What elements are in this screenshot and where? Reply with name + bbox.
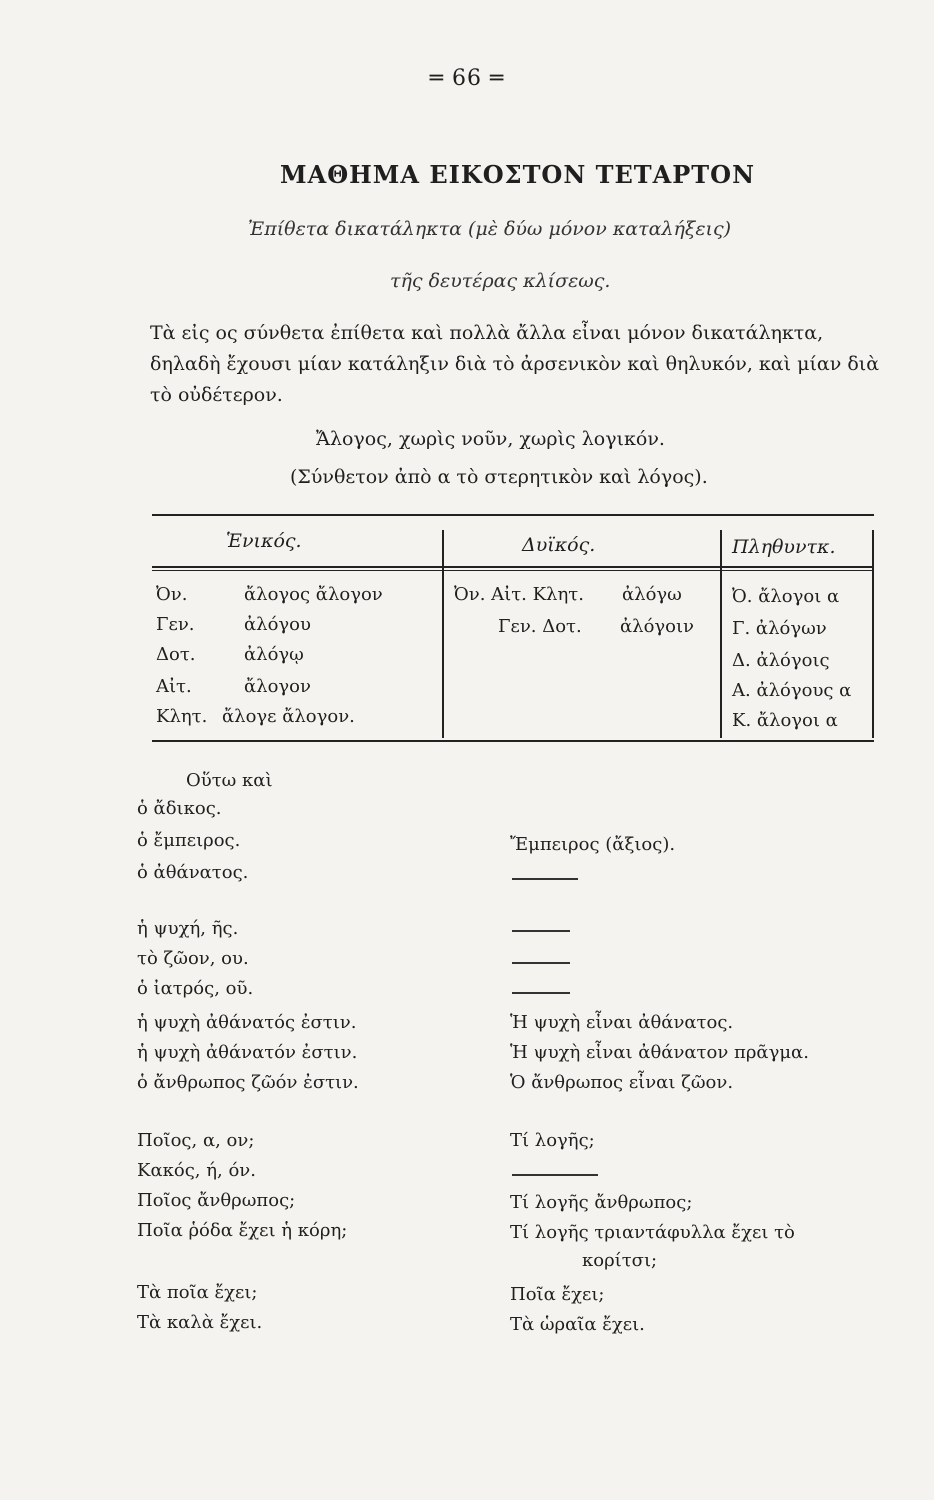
blank-rule [512, 962, 570, 964]
left-item: Ποῖος, α, ον; [137, 1130, 255, 1151]
pl-row: Κ. ἄλογοι α [732, 710, 838, 731]
blank-rule [512, 930, 570, 932]
right-item: Ποῖα ἔχει; [510, 1284, 605, 1305]
subtitle-line-1: Ἐπίθετα δικατάληκτα (μὲ δύω μόνον καταλήξεις) [248, 218, 732, 240]
du-case: Γεν. Δοτ. [498, 616, 582, 637]
sg-case: Δοτ. [156, 644, 196, 665]
right-item: Ὁ ἄνθρωπος εἶναι ζῶον. [510, 1072, 734, 1093]
right-item: Τί λογῆς τριαντάφυλλα ἔχει τὸ [510, 1222, 795, 1243]
left-item: ὁ ἄδικος. [137, 798, 222, 819]
du-forms: ἀλόγω [622, 584, 682, 605]
sg-forms: ἀλόγῳ [244, 644, 304, 665]
sg-forms: ἀλόγου [244, 614, 311, 635]
table-top-rule [152, 514, 874, 516]
left-item: ἡ ψυχὴ ἀθάνατός ἐστιν. [137, 1012, 357, 1033]
subtitle-line-2: τῆς δευτέρας κλίσεως. [390, 270, 611, 292]
blank-rule [512, 1174, 598, 1176]
right-item: Τί λογῆς ἄνθρωπος; [510, 1192, 693, 1213]
sg-case: Κλητ. [156, 706, 208, 727]
left-item: Ποῖος ἄνθρωπος; [137, 1190, 296, 1211]
header-singular: Ἑνικός. [226, 530, 302, 552]
table-bottom-rule [152, 740, 874, 742]
so-also-label: Οὕτω καὶ [186, 770, 273, 791]
blank-rule [512, 878, 578, 880]
table-header-rule-2 [152, 570, 874, 571]
lesson-title: ΜΑΘΗΜΑ ΕΙΚΟΣΤΟΝ ΤΕΤΑΡΤΟΝ [280, 160, 756, 189]
sg-case: Γεν. [156, 614, 195, 635]
sg-forms: ἄλογος ἄλογον [244, 584, 383, 605]
blank-rule [512, 992, 570, 994]
left-item: ἡ ψυχή, ῆς. [137, 918, 239, 939]
du-case: Ὀν. Αἰτ. Κλητ. [454, 584, 584, 605]
right-item: Ἡ ψυχὴ εἶναι ἀθάνατος. [510, 1012, 734, 1033]
pl-row: Ὀ. ἄλογοι α [732, 586, 840, 607]
left-item: ἡ ψυχὴ ἀθάνατόν ἐστιν. [137, 1042, 358, 1063]
right-item: Ἡ ψυχὴ εἶναι ἀθάνατον πρᾶγμα. [510, 1042, 809, 1063]
declension-table [152, 514, 874, 742]
page-number: ═ 66 ═ [429, 66, 505, 91]
pl-row: Α. ἀλόγους α [732, 680, 852, 701]
left-item: ὁ ἀθάνατος. [137, 862, 249, 883]
table-header-rule [152, 566, 874, 568]
right-item: Ἔμπειρος (ἄξιος). [510, 834, 676, 855]
sg-case: Αἰτ. [156, 676, 192, 697]
left-item: ὁ ἰατρός, οῦ. [137, 978, 254, 999]
pl-row: Δ. ἀλόγοις [732, 650, 830, 671]
example-note: (Σύνθετον ἀπὸ α τὸ στερητικὸν καὶ λόγος). [290, 466, 708, 488]
left-item: Κακός, ή, όν. [137, 1160, 256, 1181]
sg-forms: ἄλογον [244, 676, 311, 697]
example-word: Ἄλογος, χωρὶς νοῦν, χωρὶς λογικόν. [316, 428, 665, 450]
right-item: Τί λογῆς; [510, 1130, 595, 1151]
table-divider-1 [442, 530, 444, 738]
intro-paragraph: Τὰ εἰς ος σύνθετα ἐπίθετα καὶ πολλὰ ἄλλα εἶναι μόνον δικατάληκτα, δηλαδὴ ἔχουσι μίαν κατάληξιν διὰ τὸ ἀρσενικὸν καὶ θηλυκόν, καὶ μίαν διὰ τὸ οὐδέτερον. [150, 322, 880, 406]
sg-case: Ὀν. [156, 584, 188, 605]
header-plural: Πληθυντκ. [732, 536, 836, 558]
right-item: Τὰ ὡραῖα ἔχει. [510, 1314, 645, 1335]
left-item: Ποῖα ῥόδα ἔχει ἡ κόρη; [137, 1220, 348, 1241]
left-item: ὁ ἄνθρωπος ζῶόν ἐστιν. [137, 1072, 359, 1093]
table-divider-2 [720, 530, 722, 738]
du-forms: ἀλόγοιν [620, 616, 694, 637]
pl-row: Γ. ἀλόγων [732, 618, 827, 639]
left-item: ὁ ἔμπειρος. [137, 830, 241, 851]
header-dual: Δυϊκός. [522, 534, 596, 556]
sg-forms: ἄλογε ἄλογον. [222, 706, 355, 727]
left-item: Τὰ καλὰ ἔχει. [137, 1312, 263, 1333]
right-item: κορίτσι; [582, 1250, 658, 1271]
left-item: τὸ ζῶον, ου. [137, 948, 249, 969]
left-item: Τὰ ποῖα ἔχει; [137, 1282, 258, 1303]
table-edge [872, 530, 874, 738]
